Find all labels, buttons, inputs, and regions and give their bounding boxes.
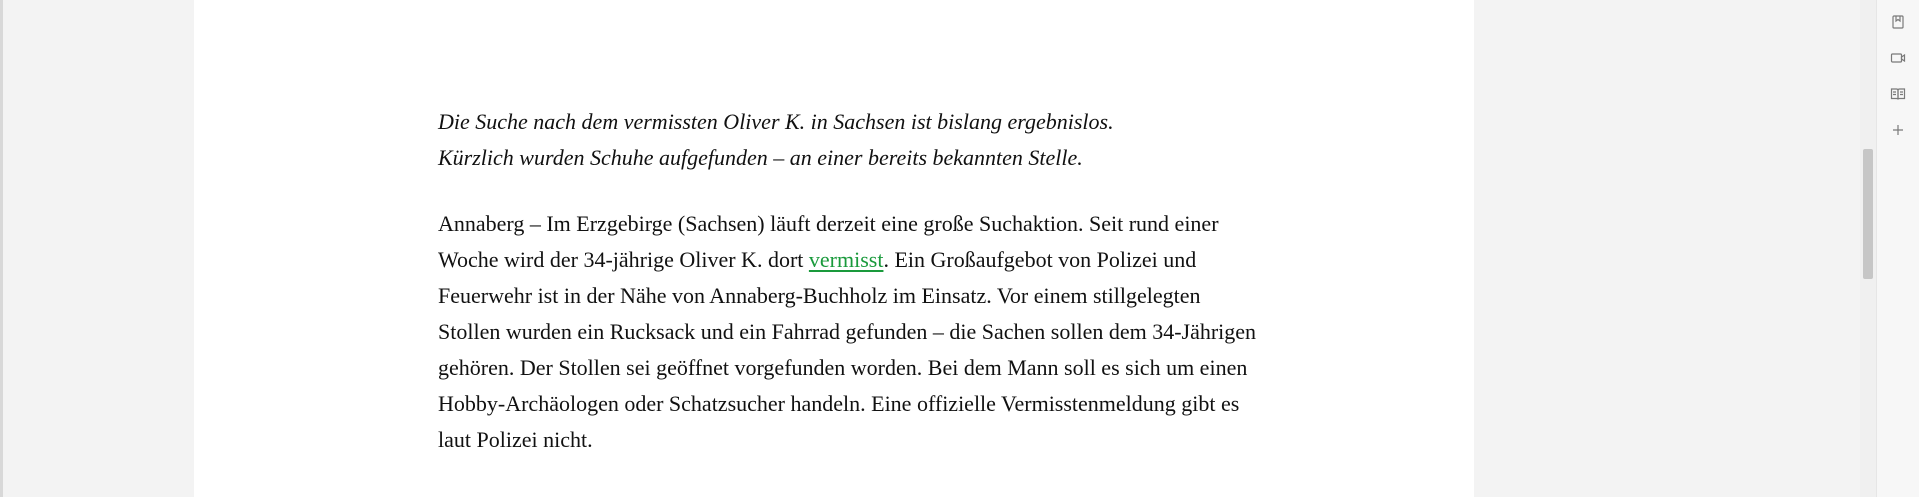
article-page	[194, 0, 1474, 497]
vermisst-link[interactable]: vermisst	[808, 247, 884, 272]
lead-line-2: Kürzlich wurden Schuhe aufgefunden – an einer bereits bekannten Stelle.	[438, 145, 1083, 170]
video-icon[interactable]	[1888, 48, 1908, 68]
page-scrollbar[interactable]	[1860, 0, 1876, 497]
body-text-start: Annaberg – Im Erzgebirge (Sachsen) läuft derzeit eine große Suchaktion. Seit rund einer Woche wird der 34-jährige Oliver K. dort	[438, 211, 1219, 272]
bookmark-icon[interactable]	[1888, 12, 1908, 32]
article-body	[438, 206, 1258, 458]
article-content	[438, 104, 1258, 458]
right-toolbar	[1876, 0, 1919, 497]
body-text-end: . Ein Großaufgebot von Polizei und Feuerwehr ist in der Nähe von Annaberg-Buchholz im Einsatz. Vor einem stillgelegten Stollen wurden ein Rucksack und ein Fahrrad gefunden – die Sachen sollen dem 34-Jährigen gehören. Der Stollen sei geöffnet vorgefunden worden. Bei dem Mann soll es sich um einen Hobby-Archäologen oder Schatzsucher handeln. Eine offizielle Vermisstenmeldung gibt es laut Polizei nicht.	[438, 247, 1257, 452]
article-lead	[438, 104, 1258, 176]
window-left-edge	[0, 0, 3, 497]
plus-icon[interactable]	[1888, 120, 1908, 140]
scrollbar-thumb[interactable]	[1863, 149, 1873, 279]
lead-line-1: Die Suche nach dem vermissten Oliver K. in Sachsen ist bislang ergebnislos.	[438, 109, 1114, 134]
reader-icon[interactable]	[1888, 84, 1908, 104]
